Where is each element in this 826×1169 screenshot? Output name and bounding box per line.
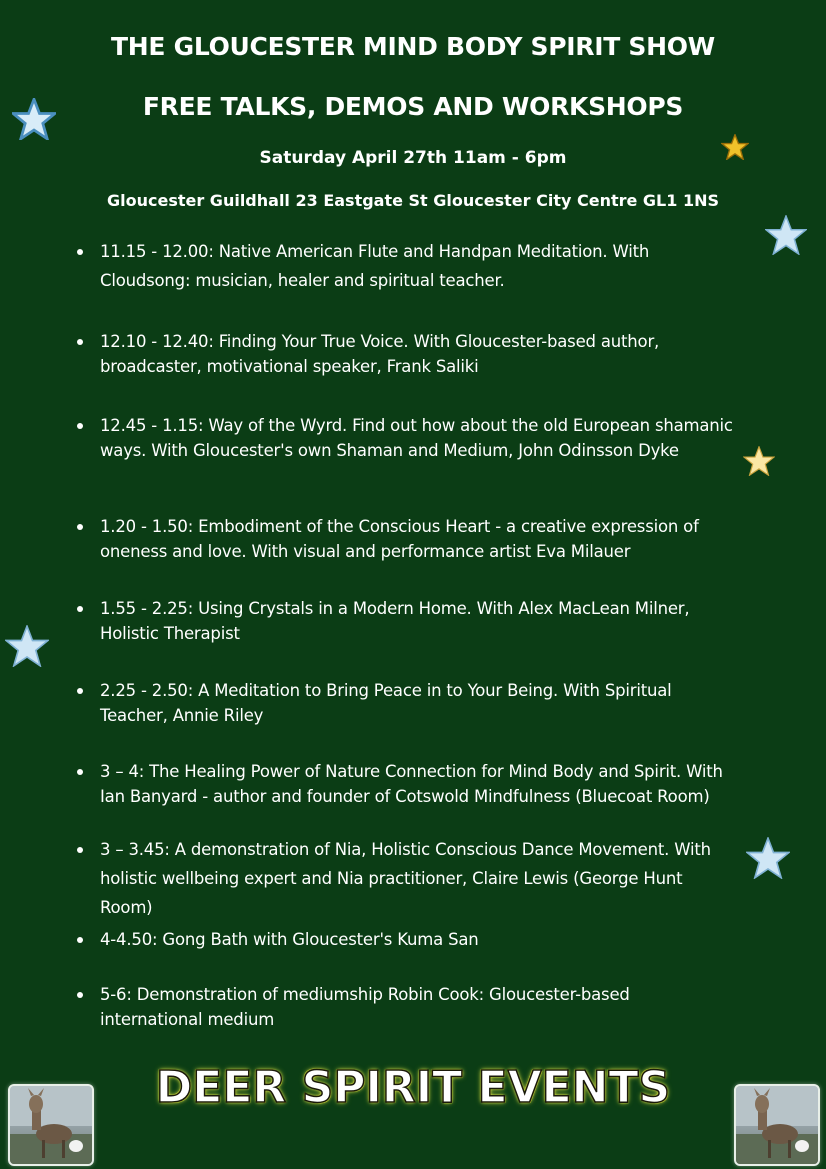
- brand-logo-text: DEER SPIRIT EVENTS: [155, 1062, 671, 1113]
- talk-line: ways. With Gloucester's own Shaman and Medium, John Odinsson Dyke: [100, 441, 679, 460]
- talk-line: 3 – 4: The Healing Power of Nature Connection for Mind Body and Spirit. With: [100, 762, 723, 781]
- list-item: [100, 759, 790, 809]
- star-icon: [765, 215, 807, 255]
- talk-line: 3 – 3.45: A demonstration of Nia, Holistic Conscious Dance Movement. With: [100, 840, 711, 859]
- talk-line: Room): [100, 898, 153, 917]
- list-item: [100, 925, 790, 954]
- talk-line: 5-6: Demonstration of mediumship Robin Cook: Gloucester-based: [100, 985, 630, 1004]
- talk-line: 12.10 - 12.40: Finding Your True Voice. With Gloucester-based author,: [100, 332, 660, 351]
- list-item: [100, 982, 790, 1032]
- event-subtitle: FREE TALKS, DEMOS AND WORKSHOPS: [142, 92, 684, 121]
- list-item: [100, 596, 790, 646]
- list-item: [100, 237, 790, 295]
- talk-line: 11.15 - 12.00: Native American Flute and Handpan Meditation. With: [100, 242, 650, 261]
- event-date: Saturday April 27th 11am - 6pm: [259, 148, 567, 168]
- list-item: [100, 413, 790, 463]
- talk-line: 1.20 - 1.50: Embodiment of the Conscious Heart - a creative expression of: [100, 517, 699, 536]
- talk-line: 12.45 - 1.15: Way of the Wyrd. Find out how about the old European shamanic: [100, 416, 733, 435]
- talk-line: 4-4.50: Gong Bath with Gloucester's Kuma San: [100, 930, 479, 949]
- talk-line: holistic wellbeing expert and Nia practitioner, Claire Lewis (George Hunt: [100, 869, 683, 888]
- star-icon: [5, 625, 49, 667]
- list-item: [100, 835, 790, 922]
- event-title: THE GLOUCESTER MIND BODY SPIRIT SHOW: [111, 32, 715, 61]
- list-item: [100, 329, 790, 379]
- event-venue: Gloucester Guildhall 23 Eastgate St Gloucester City Centre GL1 1NS: [106, 191, 719, 210]
- talk-line: Teacher, Annie Riley: [100, 706, 264, 725]
- talk-line: broadcaster, motivational speaker, Frank Saliki: [100, 357, 479, 376]
- talk-line: Ian Banyard - author and founder of Cotswold Mindfulness (Bluecoat Room): [100, 787, 710, 806]
- talk-line: 1.55 - 2.25: Using Crystals in a Modern Home. With Alex MacLean Milner,: [100, 599, 690, 618]
- list-item: [100, 678, 790, 728]
- talk-line: 2.25 - 2.50: A Meditation to Bring Peace in to Your Being. With Spiritual: [100, 681, 672, 700]
- talk-line: Holistic Therapist: [100, 624, 240, 643]
- talk-line: international medium: [100, 1010, 275, 1029]
- talk-line: oneness and love. With visual and performance artist Eva Milauer: [100, 542, 631, 561]
- star-icon: [746, 837, 790, 879]
- star-icon: [12, 98, 56, 140]
- star-icon: [721, 134, 749, 160]
- talk-line: Cloudsong: musician, healer and spiritual teacher.: [100, 271, 505, 290]
- list-item: [100, 514, 790, 564]
- star-icon: [743, 446, 775, 476]
